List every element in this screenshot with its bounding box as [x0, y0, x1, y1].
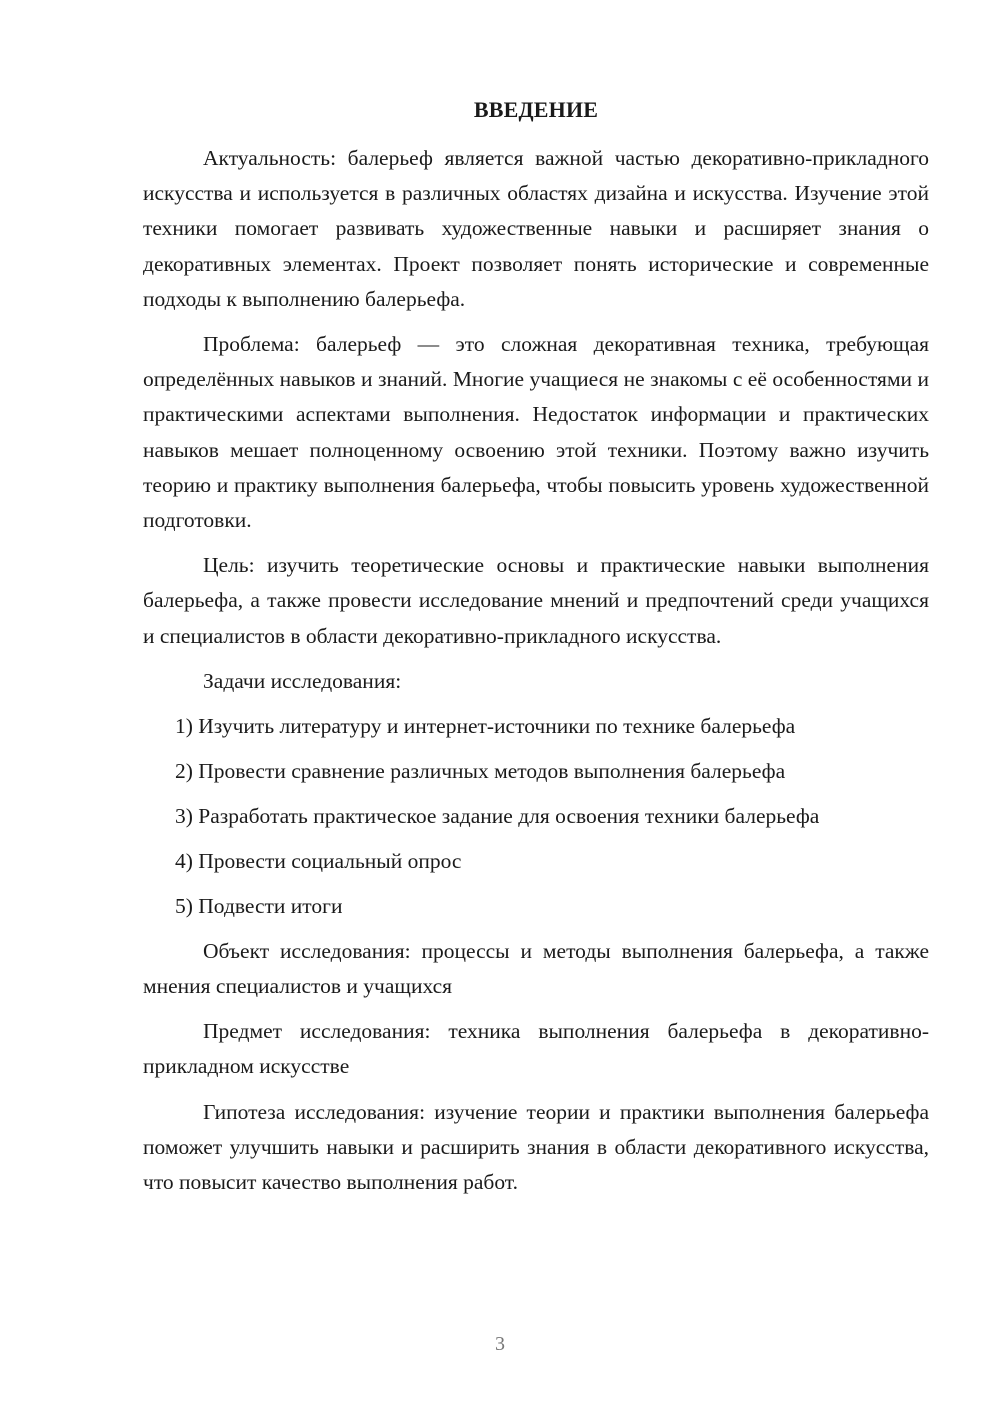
object-paragraph: Объект исследования: процессы и методы выполнения балерьефа, а также мнения специалистов и учащихся	[143, 938, 929, 999]
document-page	[143, 92, 929, 1210]
task-item-4: 4) Провести социальный опрос	[175, 848, 462, 873]
goal-paragraph: Цель: изучить теоретические основы и практические навыки выполнения балерьефа, а также провести исследование мнений и предпочтений среди учащихся и специалистов в области декоративно-прикладного искусства.	[143, 553, 929, 648]
task-item-1: 1) Изучить литературу и интернет-источники по технике балерьефа	[175, 713, 796, 738]
problem-paragraph: Проблема: балерьеф — это сложная декоративная техника, требующая определённых навыков и знаний. Многие учащиеся не знакомы с её особенностями и практическими аспектами выполнения. Недостаток информации и практических навыков мешает полноценному освоению этой техники. Поэтому важно изучить теорию и практику выполнения балерьефа, чтобы повысить уровень художественной подготовки.	[143, 332, 929, 533]
task-item-3: 3) Разработать практическое задание для освоения техники балерьефа	[175, 803, 820, 828]
page-title: ВВЕДЕНИЕ	[473, 97, 599, 122]
subject-paragraph: Предмет исследования: техника выполнения балерьефа в декоративно-прикладном искусстве	[143, 1019, 929, 1079]
relevance-paragraph: Актуальность: балерьеф является важной частью декоративно-прикладного искусства и используется в различных областях дизайна и искусства. Изучение этой техники помогает развивать художественные навыки и расширяет знания о декоративных элементах. Проект позволяет понять исторические и современные подходы к выполнению балерьефа.	[143, 146, 929, 311]
task-item-2: 2) Провести сравнение различных методов выполнения балерьефа	[175, 758, 786, 783]
task-item-5: 5) Подвести итоги	[175, 893, 343, 918]
tasks-list	[143, 709, 929, 924]
hypothesis-paragraph: Гипотеза исследования: изучение теории и практики выполнения балерьефа поможет улучшить навыки и расширить знания в области декоративного искусства, что повысит качество выполнения работ.	[143, 1099, 929, 1195]
tasks-heading: Задачи исследования:	[203, 668, 402, 693]
page-number: 3	[495, 1333, 505, 1355]
